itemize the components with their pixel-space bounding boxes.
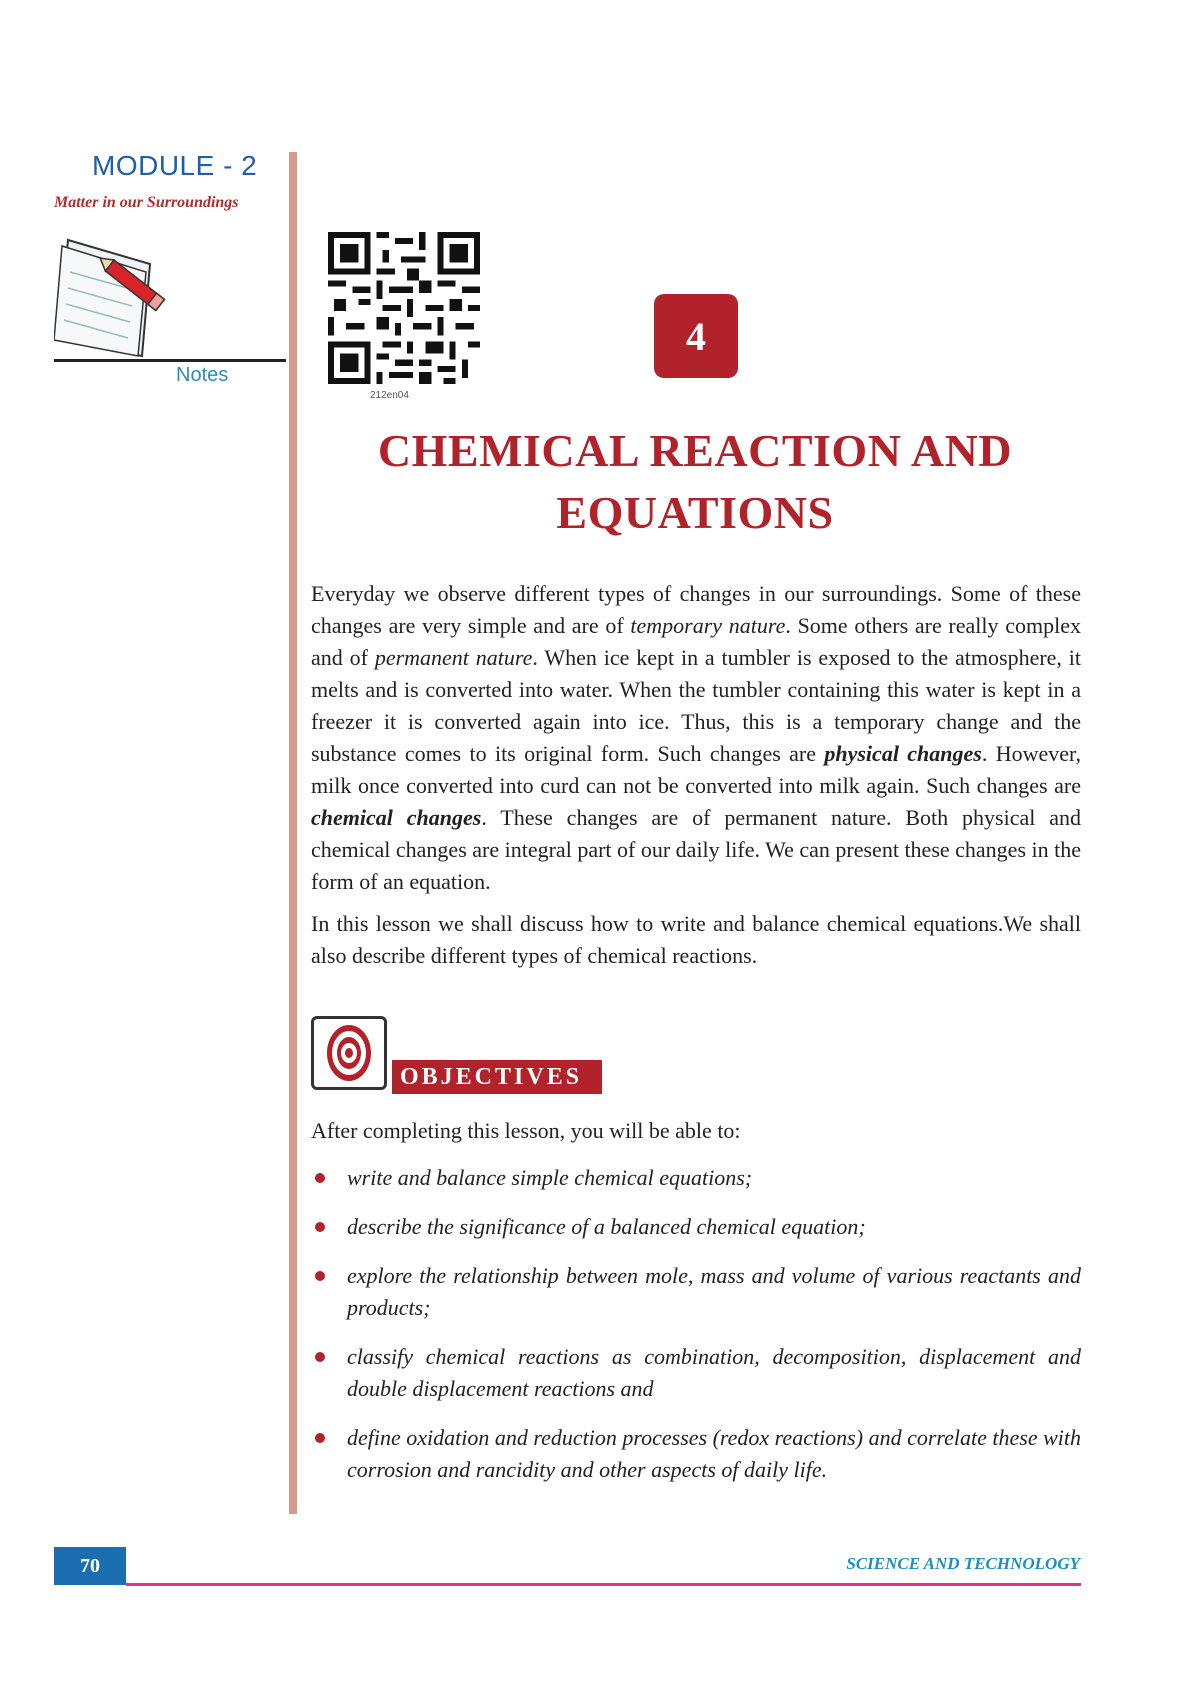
notes-label: Notes xyxy=(176,364,229,386)
chapter-title-line1: CHEMICAL REACTION AND xyxy=(377,425,1013,476)
intro-paragraph xyxy=(311,578,1081,898)
chapter-number: 4 xyxy=(654,294,738,378)
objectives-intro: After completing this lesson, you will be able to: xyxy=(311,1118,741,1143)
objectives-list xyxy=(311,1162,1081,1503)
margin-bar xyxy=(289,152,297,1514)
term-permanent-nature: permanent nature xyxy=(374,645,533,670)
chapter-title xyxy=(330,420,1060,544)
bullet-icon xyxy=(315,1271,325,1281)
objective-text: describe the significance of a balanced chemical equation; xyxy=(347,1214,866,1239)
objective-item xyxy=(311,1162,1081,1194)
intro-text-1: Everyday we observe different types of changes in our surroundings. Some of these changes are very simple and are of xyxy=(311,581,1081,638)
lesson-paragraph: In this lesson we shall discuss how to write and balance chemical equations.We shall also describe different types of chemical reactions. xyxy=(311,911,1081,968)
qr-caption: 212en04 xyxy=(370,390,409,401)
footer-rule xyxy=(126,1583,1081,1586)
objective-text: classify chemical reactions as combination, decomposition, displacement and double displacement reactions and xyxy=(347,1344,1081,1401)
target-icon xyxy=(314,1019,384,1087)
notepad-pencil-icon xyxy=(54,232,184,360)
objectives-heading: OBJECTIVES xyxy=(392,1060,602,1094)
qr-code-icon xyxy=(328,232,480,384)
notes-divider xyxy=(54,359,286,362)
intro-text-5: . These changes are of permanent nature. Both physical and chemical changes are integral part of our daily life. We can present these changes in the form of an equation. xyxy=(311,805,1081,894)
term-chemical-changes: chemical changes xyxy=(311,805,482,830)
objectives-icon-frame xyxy=(311,1016,387,1090)
objective-item xyxy=(311,1211,1081,1243)
intro-text-3: . When ice kept in a tumbler is exposed to the atmosphere, it melts and is converted into water. When the tumbler containing this water is kept in a freezer it is converted again into ice. Thus, this is a temporary change and the substance comes to its original form. Such changes are xyxy=(311,645,1082,766)
objective-item xyxy=(311,1341,1081,1405)
bullet-icon xyxy=(315,1222,325,1232)
objective-text: explore the relationship between mole, mass and volume of various reactants and products; xyxy=(347,1263,1081,1320)
objective-text: write and balance simple chemical equations; xyxy=(347,1165,753,1190)
module-title: MODULE - 2 xyxy=(92,150,258,181)
chapter-title-line2: EQUATIONS xyxy=(556,487,834,538)
intro-text-4: . However, milk once converted into curd can not be converted into milk again. Such changes are xyxy=(311,741,1081,798)
page-number: 70 xyxy=(54,1547,126,1585)
bullet-icon xyxy=(315,1433,325,1443)
objective-item xyxy=(311,1260,1081,1324)
bullet-icon xyxy=(315,1352,325,1362)
objective-text: define oxidation and reduction processes (redox reactions) and correlate these with corrosion and rancidity and other aspects of daily life. xyxy=(347,1425,1081,1482)
intro-text-2: . Some others are really complex and of xyxy=(311,613,1081,670)
module-subtitle: Matter in our Surroundings xyxy=(54,194,239,211)
term-temporary-nature: temporary nature xyxy=(630,613,786,638)
bullet-icon xyxy=(315,1173,325,1183)
footer-subject: SCIENCE AND TECHNOLOGY xyxy=(846,1554,1080,1573)
term-physical-changes: physical changes xyxy=(824,741,982,766)
objective-item xyxy=(311,1422,1081,1486)
